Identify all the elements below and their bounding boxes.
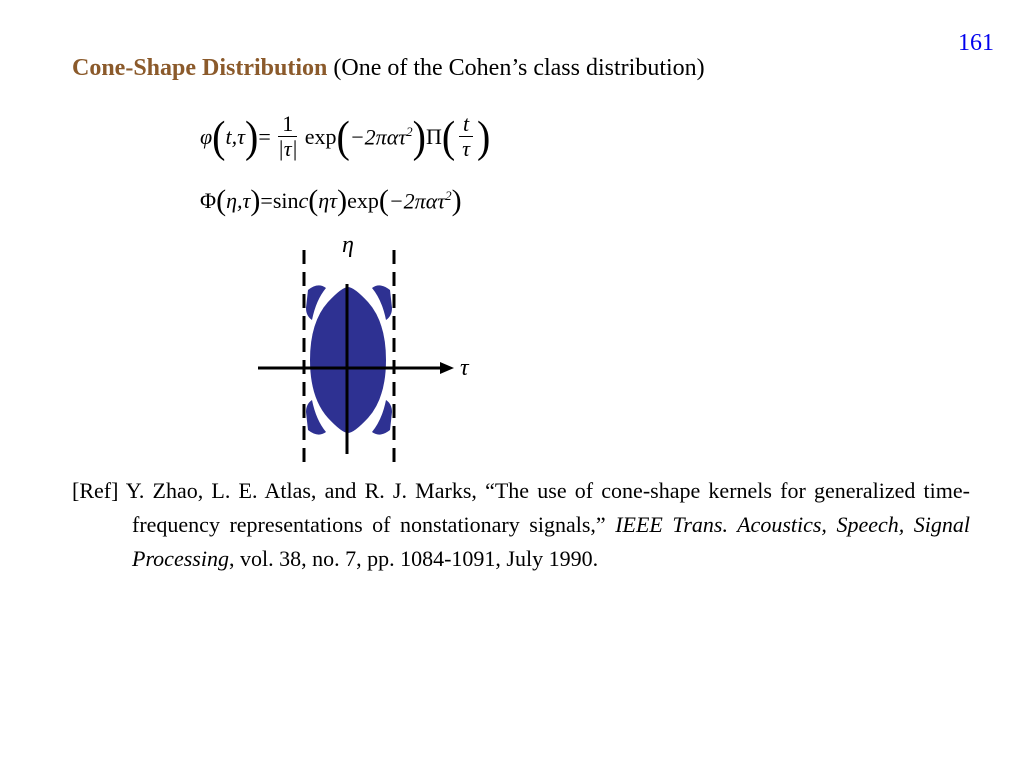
sinc-argument: ητ — [318, 188, 338, 213]
tau-axis-arrowhead — [440, 362, 454, 374]
tau-axis-label: τ — [460, 355, 469, 381]
equals-sign-2: = — [260, 188, 273, 213]
exp-argument: −2πατ$^2$ — [349, 123, 413, 149]
c-symbol: c — [298, 188, 309, 213]
fraction-t-over-tau: $\frac{t}{\tau}$ — [458, 112, 474, 161]
big-phi-symbol: Φ — [200, 188, 217, 213]
slide-title — [72, 55, 705, 82]
reference-journal: IEEE Trans. Acoustics, Speech, Signal Processing — [132, 512, 970, 571]
fraction-one-over-tau: $\frac{1}{|\tau|}$ — [277, 111, 298, 162]
diagram-svg — [250, 232, 490, 472]
sin-fn: sin — [272, 188, 299, 213]
equation-kernel-time: φ ( t,τ ) = $\frac{1}{|\tau|}$ exp ( −2πατ$^2$ ) Π ( $\frac{t}{\tau}$ ) — [200, 111, 491, 162]
equals-sign: = — [258, 123, 271, 149]
phi-symbol: φ — [200, 123, 213, 149]
title-highlight: Cone-Shape Distribution — [72, 55, 328, 81]
reference-authors-title: [Ref] Y. Zhao, L. E. Atlas, and R. J. Marks, “The use of cone-shape kernels for generalized time-frequency representations of nonstationary signals,” — [72, 478, 970, 537]
exp-argument-2: −2πατ$^2$ — [388, 187, 452, 214]
title-subtitle: (One of the Cohen’s class distribution) — [327, 55, 705, 81]
exp-fn: exp — [304, 123, 337, 149]
reference-citation — [72, 474, 970, 576]
eta-axis-label: η — [342, 232, 354, 258]
pi-fn: Π — [425, 123, 442, 149]
big-phi-args: η,τ — [226, 188, 251, 213]
equation-kernel-ambiguity: Φ ( η,τ ) = sin c ( ητ ) exp ( −2πατ$^2$ ) — [200, 184, 462, 217]
cone-shape-diagram — [250, 232, 490, 477]
phi-args: t,τ — [225, 123, 245, 149]
exp-fn-2: exp — [347, 188, 379, 213]
page-number: 161 — [958, 30, 994, 56]
reference-details: , vol. 38, no. 7, pp. 1084-1091, July 1990. — [228, 546, 599, 571]
